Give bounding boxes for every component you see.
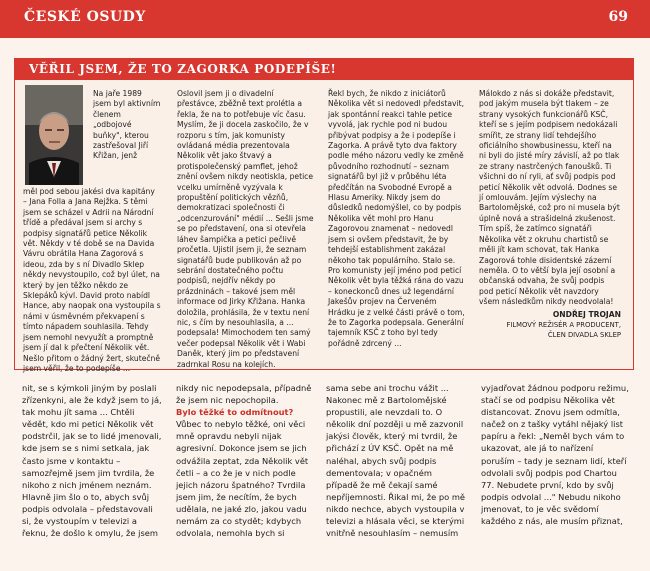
signature-name: ONDŘEJ TROJAN — [552, 309, 621, 319]
section-title: ČESKÉ OSUDY — [24, 9, 146, 25]
box-paragraph: Málokdo z nás si dokáže představit, pod jakým musela být tlakem – ze strany vysokých funkcionářů KSČ, kteří se s jejím podpisem nedokázali smířit, ze strany lidí tehdejšího oficiálního showbusinessu, kteří na ni byli do jisté míry závislí, až po tlak ze strany nastrčených fanoušků. Ti všichni do ní ryli, ať svůj podpis pod peticí Několik vět odvolá. Dodnes se jí omlouvám. Jejím výslechy na Bartolomějské, což pro ni musela být úplně nová a strašidelná zkušenost. Tím spíš, že zatímco signatáři Několika vět z okruhu chartistů se měli jít kam schovat, tak Hanka Zagorová tohle disidentské zázemí neměla. O to větší byla její osobní a občanská odvaha, že svůj podpis pod peticí Několik vět navzdory všem následkům nikdy neodvolala! — [479, 89, 620, 307]
signature-role: FILMOVÝ REŽISÉR A PRODUCENT, — [506, 320, 621, 329]
main-paragraph: nit, se s kýmkoli jiným by poslali zřízenkyni, ale že když jsem to já, tak mohu jít sama ... Chtěli vědět, kdo mi petici Několik vět podstrčil, jak se to lidé jmenovali, kde jsem se s nimi setkala, jak často jsme v kontaktu – samozřejmě jsem jim tvrdila, že nikoho z nich jménem neznám. Hlavně jim šlo o to, abych svůj podpis odvolala – představovali si, že vystoupím v televizi a řeknu, že došlo k omylu, že jsem — [22, 383, 162, 539]
box-title-bar — [15, 59, 633, 80]
testimony-box — [14, 58, 634, 373]
box-paragraph: Na jaře 1989 jsem byl aktivním členem „odbojové buňky", kterou zastřešoval Jiří Křižan, jenž — [93, 89, 161, 161]
main-paragraph: nikdy nic nepodepsala, případně že jsem nic nepochopila. — [176, 383, 312, 406]
portrait-photo — [25, 85, 83, 185]
signature-role-2: ČLEN DIVADLA SKLEP — [547, 331, 621, 340]
main-paragraph: vyjadřovat žádnou podporu režimu, stačí se od podpisu Několika vět distancovat. Znovu jsem odmítla, načež on z tašky vytáhl nějaký list papíru a řekl: „Neměl bych vám to ukazovat, ale já to nařízení poruším – tady je seznam lidí, kteří odvolali svůj podpis pod Chartou 77. Nebudete první, kdo by svůj podpis odvolal ..." Nebudu nikoho jmenovat, to je věc svědomí každého z nás, ale musím přiznat, — [481, 383, 629, 527]
main-column-2 — [176, 382, 316, 539]
box-column-3 — [328, 89, 466, 349]
box-paragraph: Oslovil jsem ji o divadelní přestávce, zběžně text prolétla a řekla, že na to potřebuje víc času. Myslím, že ji docela zaskočilo, že v rozporu s tím, jak komunisty ovládaná média prezentovala Několik vět jako štvavý a protispolečenský pamflet, jehož znění ovšem nikdy neotiskla, petice vcelku umírněně vyzývala k propuštění politických vězňů, demokratizaci společnosti či „odcenzurování" médií ... Sešli jsme se po představení, ona si otevřela láhev šampička a petici pečlivě pročetla. Ujistil jsem ji, že seznam signatářů bude publikován až po sebrání dostatečného počtu podpisů, nejdřív někdy po prázdninách – takové jsem měl informace od Jirky Křižana. Hanka doložila, prohlásila, že v textu není nic, s čím by nesouhlasila, a ... podepsala! Mimochodem ten samý večer podepsal Několik vět i Wabi Daněk, který jim po představení zadrnkal Rosu na kolejích. — [177, 89, 314, 369]
box-column-2 — [177, 89, 315, 370]
box-column-1-bottom — [23, 187, 161, 374]
main-column-4 — [481, 382, 629, 527]
box-paragraph: Řekl bych, že nikdo z iniciátorů Několika vět si nedovedl představit, jak spontánní reakci tahle petice vyvolá, jak rychle pod ni budou přibývat podpisy a že i podepíše i Zagorka. A právě tyto dva faktory podle mého názoru vedly ke změně původního rozhodnutí – seznam signatářů byl již v průběhu léta předčítán na Svobodné Evropě a Hlasu Ameriky. Nikdy jsem do důsledků nedomýšlel, co by podpis Několika vět mohl pro Hanu Zagorovou znamenat – nedovedl jsem si ovšem představit, že by tehdejší establishment zakázal někoho tak populárního. Stalo se. Pro komunisty její jméno pod peticí Několik vět byla těžká rána do vazu – koneckonců dnes už legendární Jakešův projev na Červeném Hrádku je z velké části právě o tom, že to Zagorka podepsala. Generální tajemník KSČ z toho byl tedy pořádně zdrcený ... — [328, 89, 465, 348]
main-paragraph: sama sebe ani trochu vážit ... Nakonec mě z Bartolomějské propustili, ale nevzdali to. O několik dní později u mě zazvonil jakýsi člověk, který mi tvrdil, že přichází z ÚV KSČ. Opět na mě naléhal, abych svůj podpis dementovala; v opačném případě že mě čekají samé nepříjemnosti. Řikal mi, že po mě nikdo nechce, abych vystoupila v televizi a hlásala věci, se kterými vnitřně nesouhlasím – nemusím — [326, 383, 466, 539]
box-paragraph: měl pod sebou jakési dva kapitány – Jana Folla a Jana Rejžka. S těmi jsem se scházel v Adrii na Národní třídě a předával jsem si archy s podpisy signatářů petice Několik vět. Někdy v té době se na Davida Vávru obrátila Hana Zagorová s ideou, zda by s ní Divadlo Sklep někdy nevystoupilo, což byl úlet, na který by jen těžko někdo ze Sklepáků kývl. David proto nabídl Hance, aby naopak ona vystoupila s námi v úsměvném překvapení s tímto nápadem souhlasila. Tehdy jsem nemohl nevyužít a promptně jsem jí dal k přečtení Několik vět. Nešlo přitom o žádný žert, skutečně jsem věřil, že to podepíše ... — [23, 187, 161, 373]
main-column-3 — [326, 382, 466, 539]
box-title: VĚŘIL JSEM, ŽE TO ZAGORKA PODEPÍŠE! — [29, 62, 337, 76]
page-number: 69 — [608, 9, 628, 25]
box-column-1-top — [93, 89, 161, 162]
portrait-icon — [25, 85, 83, 185]
interview-question: Bylo těžké to odmítnout? — [176, 407, 294, 418]
section-header-bar — [0, 0, 650, 38]
main-paragraph: Vůbec to nebylo těžké, oni věci mně opravdu nebyli nijak agresivní. Dokonce jsem se jich odvážila zeptat, zda Několik vět četli – a co že je v nich podle jejich názoru špatného? Tvrdila jsem jim, že necítím, že bych udělala, ne jaké zlo, jakou vadu nemám za co stydět; kdybych odvolala, nemohla bych si — [176, 419, 309, 539]
main-column-1 — [22, 382, 162, 539]
box-column-4 — [479, 89, 621, 341]
